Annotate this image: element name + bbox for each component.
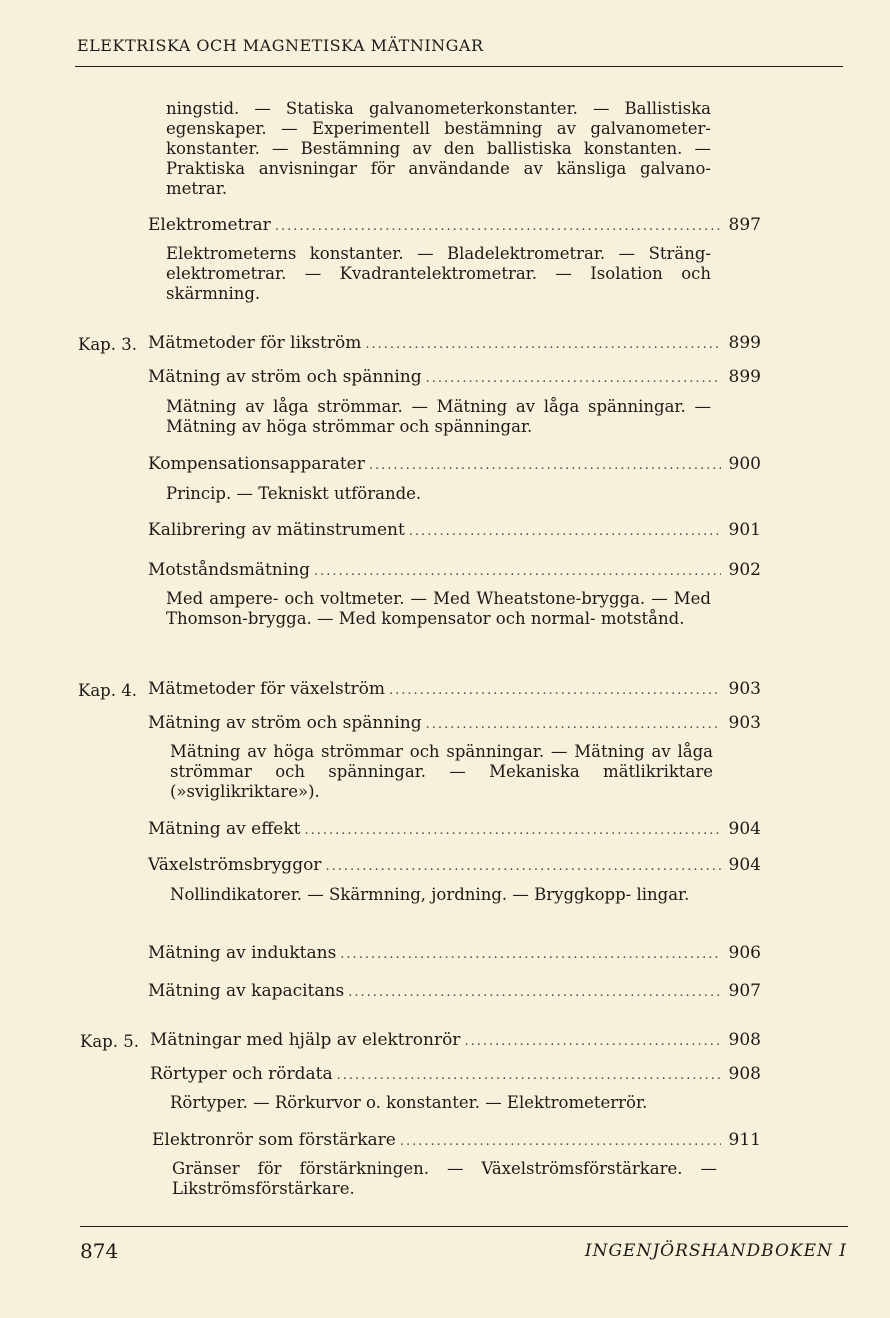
toc-page-number: 901 (728, 520, 761, 540)
leader-dots (426, 714, 721, 736)
toc-page-number: 904 (728, 855, 761, 875)
toc-entry-label: Rörtyper och rördata (150, 1064, 333, 1084)
toc-chapter-5[interactable] (150, 1029, 761, 1053)
toc-entry[interactable] (150, 1063, 761, 1087)
toc-entry[interactable] (148, 818, 761, 842)
toc-entry-label: Motståndsmätning (148, 560, 311, 580)
leader-dots (325, 856, 721, 878)
toc-entry-label: Växelströmsbryggor (148, 855, 322, 875)
toc-entry-label: Kompensationsapparater (148, 454, 365, 474)
leader-dots (348, 982, 721, 1004)
toc-entry-label: Elektrometrar (148, 215, 271, 235)
toc-entry[interactable] (148, 854, 761, 878)
intro-paragraph: ningstid. — Statiska galvanometerkonstanter. — Ballistiska egenskaper. — Experimentell bestämning av galvanometer- konstanter. — Bestämning av den ballistiska konstanten. — Praktiska anvisningar för användande av känsliga galvano- metrar. (166, 99, 711, 198)
toc-entry[interactable] (148, 453, 761, 477)
toc-entry[interactable] (148, 942, 761, 966)
toc-page-number: 911 (728, 1130, 761, 1150)
toc-entry-label: Mätning av ström och spänning (148, 367, 422, 387)
toc-page-number: 908 (728, 1064, 761, 1084)
toc-entry-label: Mätning av ström och spänning (148, 713, 422, 733)
chapter-label: Kap. 3. (78, 335, 137, 354)
toc-entry[interactable] (148, 712, 761, 736)
page-number: 874 (80, 1239, 119, 1263)
leader-dots (365, 334, 721, 356)
toc-entry-elektrometrar[interactable] (148, 214, 761, 238)
toc-entry-label: Elektronrör som förstärkare (152, 1130, 396, 1150)
book-title: INGENJÖRSHANDBOKEN I (584, 1241, 847, 1261)
toc-chapter-title: Mätmetoder för växelström (148, 679, 386, 699)
section-description: Gränser för förstärkningen. — Växelströmsförstärkare. — Likströmsförstärkare. (172, 1159, 717, 1198)
section-description: Mätning av höga strömmar och spänningar. — Mätning av låga strömmar och spänningar. — Mekaniska mätlikriktare (»sviglikriktare»). (170, 742, 713, 801)
toc-entry[interactable] (148, 559, 761, 583)
section-description: Med ampere- och voltmeter. — Med Wheatstone-brygga. — Med Thomson-brygga. — Med kompensator och normal- motstånd. (166, 589, 711, 628)
elektrometrar-description: Elektrometerns konstanter. — Bladelektrometrar. — Sträng- elektrometrar. — Kvadrantelektrometrar. — Isolation och skärmning. (166, 244, 711, 303)
section-description: Mätning av låga strömmar. — Mätning av låga spänningar. — Mätning av höga strömmar och spänningar. (166, 397, 711, 436)
toc-page-number: 908 (728, 1030, 761, 1050)
toc-entry[interactable] (148, 366, 761, 390)
toc-page-number: 899 (728, 367, 761, 387)
toc-chapter-title: Mätningar med hjälp av elektronrör (150, 1030, 461, 1050)
leader-dots (464, 1031, 721, 1053)
chapter-label: Kap. 4. (78, 681, 137, 700)
running-head: ELEKTRISKA OCH MAGNETISKA MÄTNINGAR (77, 36, 484, 55)
toc-entry-label: Kalibrering av mätinstrument (148, 520, 405, 540)
footer-rule (80, 1226, 848, 1227)
leader-dots (409, 521, 721, 543)
toc-page-number: 902 (728, 560, 761, 580)
leader-dots (337, 1065, 721, 1087)
toc-page-number: 903 (728, 713, 761, 733)
section-description: Nollindikatorer. — Skärmning, jordning. — Bryggkopp- lingar. (170, 885, 690, 904)
toc-page-number: 907 (728, 981, 761, 1001)
toc-page-number: 900 (728, 454, 761, 474)
leader-dots (304, 820, 721, 842)
header-rule (75, 66, 843, 67)
section-description: Rörtyper. — Rörkurvor o. konstanter. — Elektrometerrör. (170, 1093, 648, 1112)
leader-dots (314, 561, 721, 583)
toc-page-number: 899 (728, 333, 761, 353)
toc-entry[interactable] (148, 980, 761, 1004)
leader-dots (389, 680, 721, 702)
leader-dots (340, 944, 721, 966)
toc-entry-label: Mätning av kapacitans (148, 981, 345, 1001)
toc-entry[interactable] (152, 1129, 761, 1153)
toc-page-number: 903 (728, 679, 761, 699)
leader-dots (400, 1131, 721, 1153)
leader-dots (369, 455, 721, 477)
toc-page-number: 897 (728, 215, 761, 235)
section-description: Princip. — Tekniskt utförande. (166, 484, 422, 503)
toc-entry-label: Mätning av effekt (148, 819, 301, 839)
toc-entry[interactable] (148, 519, 761, 543)
leader-dots (275, 216, 721, 238)
toc-page-number: 906 (728, 943, 761, 963)
toc-entry-label: Mätning av induktans (148, 943, 337, 963)
chapter-label: Kap. 5. (80, 1032, 139, 1051)
toc-chapter-title: Mätmetoder för likström (148, 333, 362, 353)
toc-page-number: 904 (728, 819, 761, 839)
toc-chapter-4[interactable] (148, 678, 761, 702)
leader-dots (426, 368, 721, 390)
toc-chapter-3[interactable] (148, 332, 761, 356)
